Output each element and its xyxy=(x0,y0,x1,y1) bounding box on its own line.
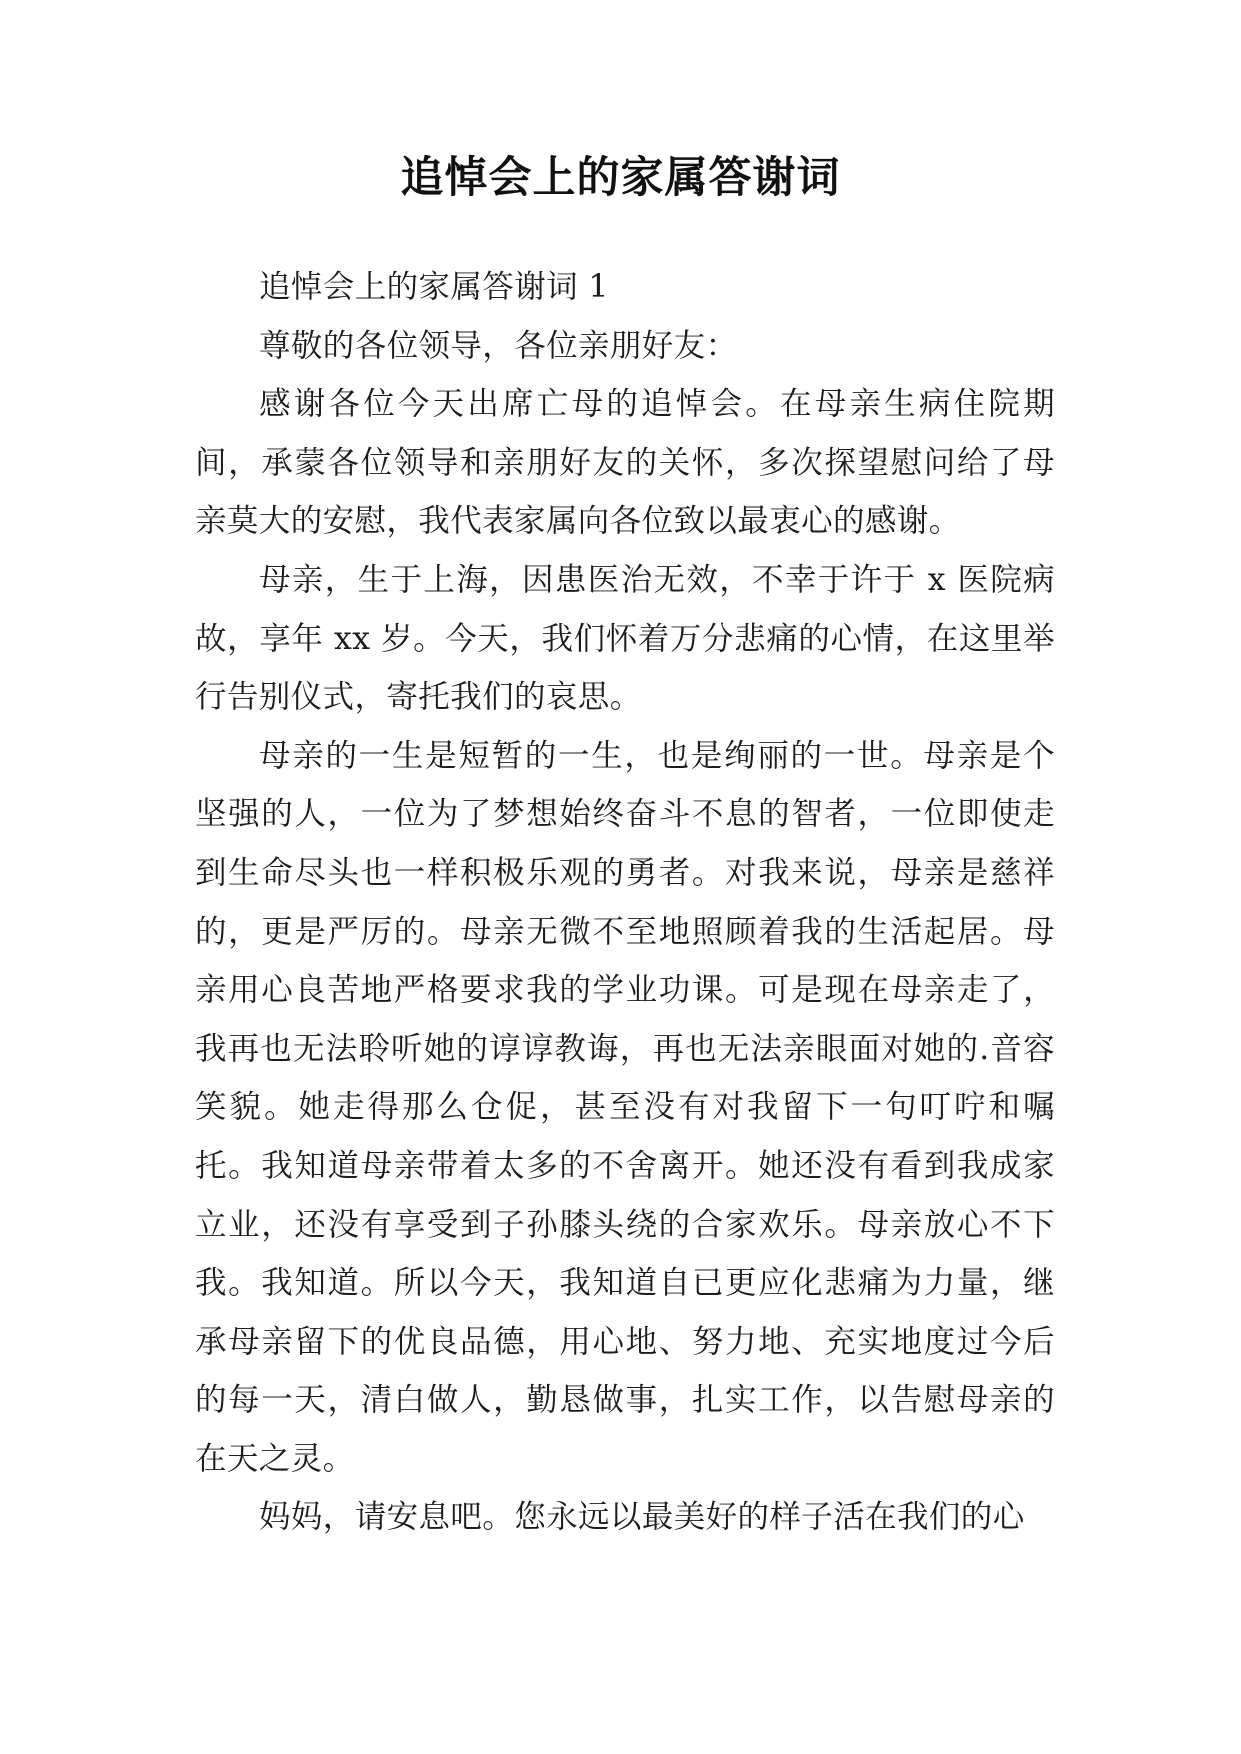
paragraph-thanks: 感谢各位今天出席亡母的追悼会。在母亲生病住院期间，承蒙各位领导和亲朋好友的关怀，多次探望慰问给了母亲莫大的安慰，我代表家属向各位致以最衷心的感谢。 xyxy=(195,386,1055,540)
document-body xyxy=(195,258,1055,1547)
paragraph-tribute: 母亲的一生是短暂的一生，也是绚丽的一世。母亲是个坚强的人，一位为了梦想始终奋斗不息的智者，一位即使走到生命尽头也一样积极乐观的勇者。对我来说，母亲是慈祥的，更是严厉的。母亲无微不至地照顾着我的生活起居。母亲用心良苦地严格要求我的学业功课。可是现在母亲走了，我再也无法聆听她的谆谆教诲，再也无法亲眼面对她的.音容笑貌。她走得那么仓促，甚至没有对我留下一句叮咛和嘱托。我知道母亲带着太多的不舍离开。她还没有看到我成家立业，还没有享受到子孙膝头绕的合家欢乐。母亲放心不下我。我知道。所以今天，我知道自已更应化悲痛为力量，继承母亲留下的优良品德，用心地、努力地、充实地度过今后的每一天，清白做人，勤恳做事，扎实工作，以告慰母亲的在天之灵。 xyxy=(195,737,1055,1477)
paragraph-biography: 母亲，生于上海，因患医治无效，不幸于许于 x 医院病故，享年 xx 岁。今天，我们怀着万分悲痛的心情，在这里举行告别仪式，寄托我们的哀思。 xyxy=(195,561,1055,716)
document-title: 追悼会上的家属答谢词 xyxy=(400,153,841,203)
paragraph-farewell: 妈妈，请安息吧。您永远以最美好的样子活在我们的心 xyxy=(259,1499,1025,1536)
paragraph-salutation: 尊敬的各位领导，各位亲朋好友： xyxy=(259,327,738,364)
paragraph-subtitle: 追悼会上的家属答谢词 1 xyxy=(259,269,609,305)
